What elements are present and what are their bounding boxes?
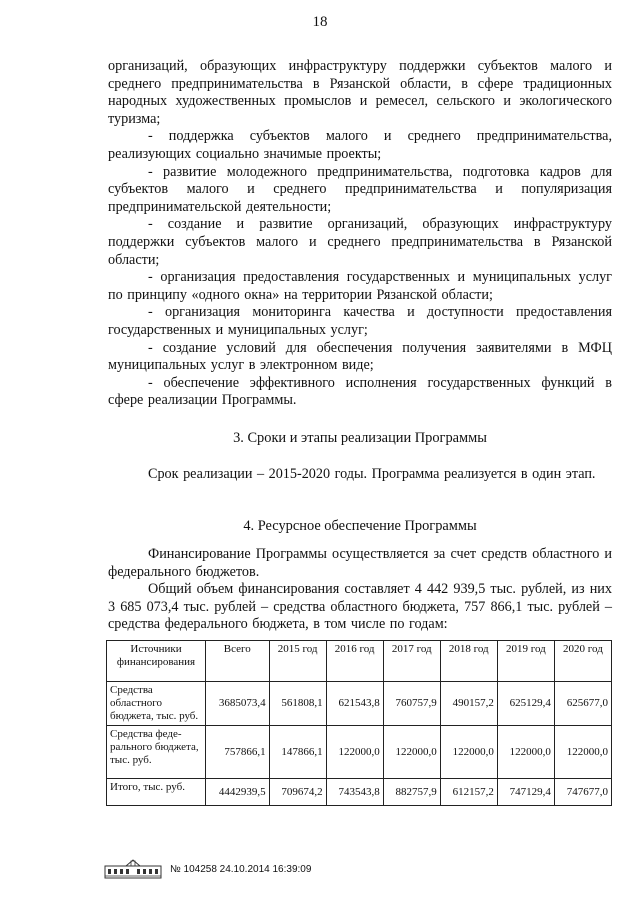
table-header-cell: Всего: [206, 641, 270, 682]
table-cell: 122000,0: [326, 726, 383, 779]
document-registration-mark: № 104258 24.10.2014 16:39:09: [170, 864, 312, 875]
table-row: [107, 726, 612, 779]
table-cell: 747129,4: [497, 779, 554, 806]
row-label: Средства областного бюджета, тыс. руб.: [107, 682, 206, 726]
table-header-cell: Источники финансирования: [107, 641, 206, 682]
footer: [104, 858, 524, 882]
table-header-cell: 2020 год: [554, 641, 611, 682]
section-3-heading: 3. Сроки и этапы реализации Программы: [233, 430, 487, 446]
table-cell: 122000,0: [440, 726, 497, 779]
table-cell: 147866,1: [269, 726, 326, 779]
table-row: [107, 682, 612, 726]
table-cell: 743543,8: [326, 779, 383, 806]
section-4-para1: Финансирование Программы осуществляется за счет средств областного и федерального бюджетов.: [108, 546, 612, 580]
row-label: Средства феде-рального бюджета, тыс. руб.: [107, 726, 206, 779]
page-number: 18: [312, 14, 328, 30]
table-cell: 621543,8: [326, 682, 383, 726]
financing-table: [106, 640, 612, 806]
table-header-cell: 2019 год: [497, 641, 554, 682]
table-cell: 760757,9: [383, 682, 440, 726]
bullet-item: - создание условий для обеспечения получения заявителями в МФЦ муниципальных услуг в электронном виде;: [108, 339, 612, 374]
bullet-item: - развитие молодежного предпринимательства, подготовка кадров для субъектов малого и среднего предпринимательства и популяризация предпринимательской деятельности;: [108, 163, 612, 215]
goals-list: [108, 58, 612, 410]
intro-paragraph: организаций, образующих инфраструктуру поддержки субъектов малого и среднего предпринимательства в Рязанской области, в сфере традиционных народных художественных промыслов и ремесел, сельского и экологического туризма;: [108, 58, 612, 127]
table-header-cell: 2016 год: [326, 641, 383, 682]
table-cell: 882757,9: [383, 779, 440, 806]
table-cell: 122000,0: [383, 726, 440, 779]
table-cell: 709674,2: [269, 779, 326, 806]
table-cell: 122000,0: [554, 726, 611, 779]
table-header-cell: 2018 год: [440, 641, 497, 682]
table-header-cell: 2017 год: [383, 641, 440, 682]
table-row: [107, 779, 612, 806]
table-cell: 625129,4: [497, 682, 554, 726]
bullet-item: - создание и развитие организаций, образующих инфраструктуру поддержки субъектов малого и среднего предпринимательства в Рязанской области;: [108, 216, 612, 268]
table-cell: 4442939,5: [206, 779, 270, 806]
table-header-cell: 2015 год: [269, 641, 326, 682]
section-3-body: [108, 466, 612, 484]
section-4-body: [108, 546, 612, 634]
table-cell: 122000,0: [497, 726, 554, 779]
table-cell: 3685073,4: [206, 682, 270, 726]
table-cell: 757866,1: [206, 726, 270, 779]
row-label: Итого, тыс. руб.: [107, 779, 206, 806]
table-cell: 561808,1: [269, 682, 326, 726]
table-cell: 612157,2: [440, 779, 497, 806]
table-cell: 747677,0: [554, 779, 611, 806]
bullet-item: - поддержка субъектов малого и среднего предпринимательства, реализующих социально значимые проекты;: [108, 128, 612, 162]
section-3-text: Срок реализации – 2015-2020 годы. Программа реализуется в один этап.: [148, 466, 596, 482]
bullet-item: - организация предоставления государственных и муниципальных услуг по принципу «одного окна» на территории Рязанской области;: [108, 269, 612, 303]
table-cell: 490157,2: [440, 682, 497, 726]
bullet-item: - обеспечение эффективного исполнения государственных функций в сфере реализации Программы.: [108, 374, 612, 409]
section-4-para2: Общий объем финансирования составляет 4 442 939,5 тыс. рублей, из них 3 685 073,4 тыс. рублей – средства областного бюджета, 757 866,1 тыс. рублей – средства федерального бюджета, в том числе по годам:: [108, 581, 612, 633]
table-cell: 625677,0: [554, 682, 611, 726]
bullet-item: - организация мониторинга качества и доступности предоставления государственных и муниципальных услуг;: [108, 304, 612, 338]
table-header-row: [107, 641, 612, 682]
section-4-heading: 4. Ресурсное обеспечение Программы: [243, 518, 477, 534]
building-logo-icon: [104, 858, 162, 880]
